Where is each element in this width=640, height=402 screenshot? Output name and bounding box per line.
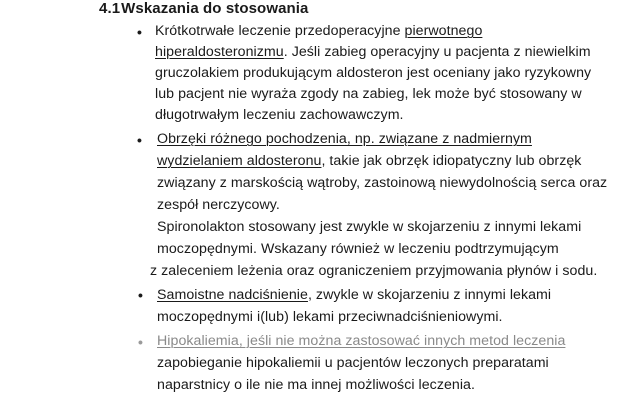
text-line: naparstnicy o ile nie ma innej możliwości leczenia. <box>157 377 475 393</box>
text-line: zespół nerczycowy. <box>157 197 280 213</box>
section-number: 4.1 <box>99 0 121 17</box>
underlined-text: Samoistne nadciśnienie <box>157 287 308 303</box>
text-line: zapobieganie hipokaliemii u pacjentów leczonych preparatami <box>157 355 549 371</box>
bullet-point: • <box>137 24 142 40</box>
text-line <box>157 130 532 148</box>
text-line: moczopędnymi i(lub) lekami przeciwnadciśnieniowymi. <box>157 309 503 325</box>
text-line <box>155 22 482 40</box>
text-line: gruczolakiem produkującym aldosteron jest oceniany jako ryzykowny <box>155 65 592 81</box>
bullet-point: • <box>138 287 143 303</box>
section-heading <box>99 0 309 17</box>
underlined-text: hiperaldosteronizmu <box>155 44 284 60</box>
underlined-text: Obrzęki różnego pochodzenia, np. związane z nadmiernym <box>157 131 532 147</box>
text-line <box>155 43 591 61</box>
text-span: Krótkotrwałe leczenie przedoperacyjne <box>155 23 405 39</box>
bullet-point: • <box>137 132 142 148</box>
text-line: moczopędnymi. Wskazany również w leczeniu podtrzymującym <box>157 241 559 257</box>
text-line <box>157 152 581 170</box>
text-span: , zwykle w skojarzeniu z innymi lekami <box>307 287 552 303</box>
text-line <box>157 286 551 304</box>
underlined-text: Hipokaliemia, jeśli nie można zastosować innych metod leczenia <box>157 333 566 349</box>
bullet-point: • <box>138 334 143 350</box>
underlined-text: wydzielaniem aldosteronu <box>157 153 322 169</box>
underlined-text: pierwotnego <box>404 23 483 39</box>
text-line: lub pacjent nie wyraża zgody na zabieg, lek może być stosowany w <box>155 86 582 102</box>
text-span: . Jeśli zabieg operacyjny u pacjenta z niewielkim <box>283 44 591 60</box>
text-line: długotrwałym leczeniu zachowawczym. <box>155 107 404 123</box>
text-line: związany z marskością wątroby, zastoinową niewydolnością serca oraz <box>157 175 608 191</box>
text-line: z zaleceniem leżenia oraz ograniczeniem przyjmowania płynów i sodu. <box>150 263 598 279</box>
text-line: Spironolakton stosowany jest zwykle w skojarzeniu z innymi lekami <box>157 219 582 235</box>
text-span: , takie jak obrzęk idiopatyczny lub obrzęk <box>321 153 582 169</box>
text-line <box>157 332 565 350</box>
section-title: Wskazania do stosowania <box>121 0 309 17</box>
